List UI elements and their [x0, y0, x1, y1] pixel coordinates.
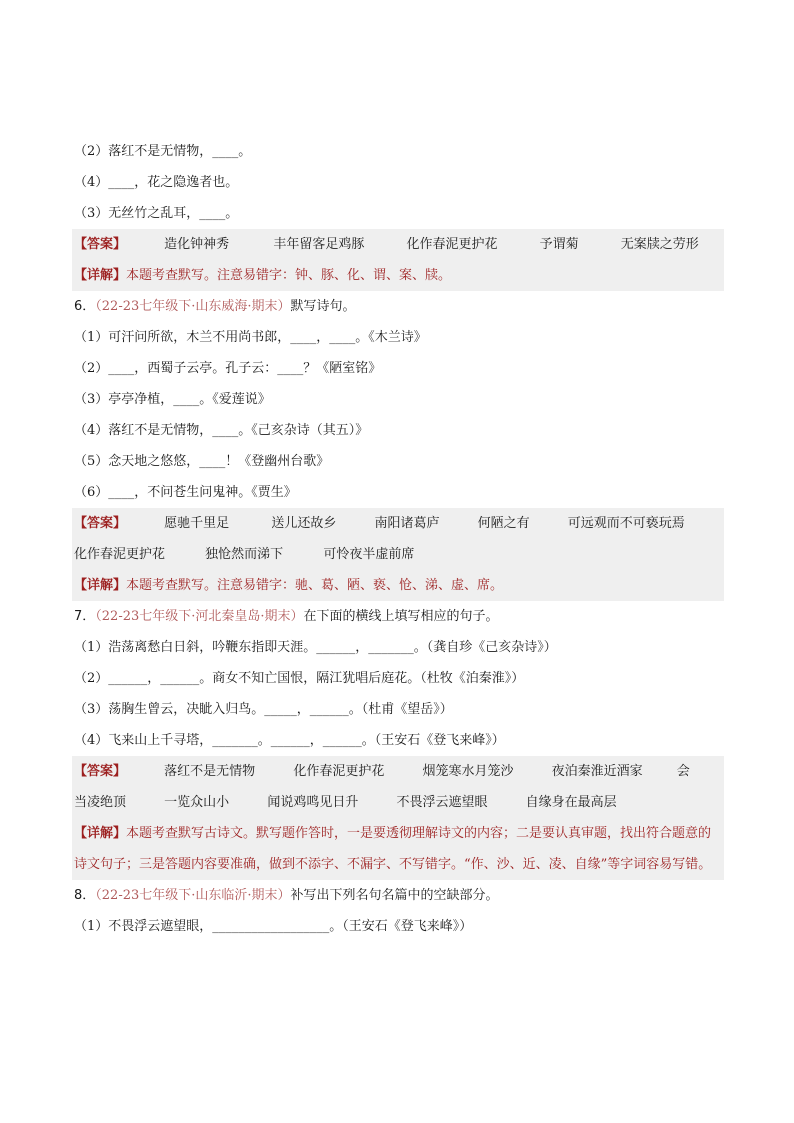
detail-text: 本题考查默写。注意易错字：钟、豚、化、谓、案、牍。: [126, 268, 452, 283]
q8-item: （1）不畏浮云遮望眼，__________________。（王安石《登飞来峰》）: [74, 919, 473, 934]
q6-item: （5）念天地之悠悠，____！《登幽州台歌》: [74, 454, 330, 469]
question-source: （22-23七年级下·河北秦皇岛·期末）: [95, 609, 304, 624]
answer-item: 夜泊秦淮近酒家: [551, 764, 643, 779]
answer-item: 造化钟神秀: [164, 237, 230, 252]
answer-item: 可远观而不可亵玩焉: [567, 516, 685, 531]
q6-answer-row: [72, 508, 724, 539]
q7-answer-row-2: [72, 787, 724, 818]
question-number: 6．: [74, 299, 96, 314]
q5-item-3: （3）无丝竹之乱耳，____。: [74, 206, 239, 221]
q6-answer-row-2: [72, 539, 724, 570]
question-title: 在下面的横线上填写相应的句子。: [303, 609, 499, 624]
q6-item: （1）可汗问所欲，木兰不用尚书郎，____，____。《木兰诗》: [74, 330, 427, 345]
answer-item: 当凌绝顶: [74, 795, 127, 810]
answer-item: 南阳诸葛庐: [374, 516, 440, 531]
answer-item: 不畏浮云遮望眼: [396, 795, 488, 810]
q7-item: （4）飞来山上千寻塔，_______。______，______。（王安石《登飞来峰》）: [74, 733, 505, 748]
answer-item: 化作春泥更护花: [406, 237, 498, 252]
detail-tag: 【详解】: [74, 268, 127, 283]
answer-tag: 【答案】: [74, 764, 127, 779]
detail-tag: 【详解】: [74, 826, 127, 841]
answer-item: 烟笼寒水月笼沙: [422, 764, 514, 779]
detail-tag: 【详解】: [74, 578, 127, 593]
q7-item: （3）荡胸生曾云，决眦入归鸟。_____，______。（杜甫《望岳》）: [74, 702, 453, 717]
q5-item-2: （2）落红不是无情物，____。: [74, 144, 252, 159]
q8-heading: [72, 880, 724, 911]
q7-answer-row: [72, 756, 724, 787]
answer-item: 愿驰千里足: [164, 516, 230, 531]
question-source: （22-23七年级下·山东临沂·期末）: [95, 888, 291, 903]
answer-item: 自缘身在最高层: [525, 795, 617, 810]
question-number: 7．: [74, 609, 96, 624]
answer-item: 送儿还故乡: [271, 516, 337, 531]
answer-item: 化作春泥更护花: [293, 764, 385, 779]
detail-text: 本题考查默写古诗文。默写题作答时，一是要透彻理解诗文的内容；二是要认真审题，找出符合题意的诗文句子；三是答题内容要准确，做到不添字、不漏字、不写错字。“作、沙、近、凌、自缘”等字词容易写错。: [74, 826, 712, 872]
q6-item: （4）落红不是无情物，____。《己亥杂诗（其五）》: [74, 423, 369, 438]
answer-tag: 【答案】: [74, 237, 127, 252]
q7-item: （1）浩荡离愁白日斜，吟鞭东指即天涯。______，_______。（龚自珍《己亥杂诗》）: [74, 640, 557, 655]
answer-item: 无案牍之劳形: [620, 237, 699, 252]
q5-item-4: （4）____，花之隐逸者也。: [74, 175, 239, 190]
answer-item: 何陋之有: [477, 516, 530, 531]
q5-detail-row: [72, 260, 724, 291]
answer-item: 独怆然而涕下: [205, 547, 284, 562]
q7-item: （2）______，______。商女不知亡国恨，隔江犹唱后庭花。（杜牧《泊秦淮》）: [74, 671, 525, 686]
answer-item: 予谓菊: [539, 237, 579, 252]
answer-item: 丰年留客足鸡豚: [273, 237, 365, 252]
q6-item: （2）____，西蜀子云亭。孔子云：____？《陋室铭》: [74, 361, 382, 376]
question-source: （22-23七年级下·山东威海·期末）: [95, 299, 291, 314]
question-number: 8．: [74, 888, 96, 903]
question-title: 默写诗句。: [290, 299, 356, 314]
question-title: 补写出下列名句名篇中的空缺部分。: [290, 888, 499, 903]
answer-item: 会: [676, 764, 690, 779]
answer-tag: 【答案】: [74, 516, 127, 531]
answer-item: 落红不是无情物: [164, 764, 256, 779]
q6-item: （6）____，不问苍生问鬼神。《贾生》: [74, 485, 297, 500]
q7-detail-row: [72, 818, 724, 880]
detail-text: 本题考查默写。注意易错字：驰、葛、陋、亵、怆、涕、虚、席。: [126, 578, 504, 593]
q6-heading: [72, 291, 724, 322]
answer-item: 可怜夜半虚前席: [323, 547, 415, 562]
q7-heading: [72, 601, 724, 632]
document-page: [72, 136, 724, 942]
answer-item: 闻说鸡鸣见日升: [267, 795, 359, 810]
q5-answer-row: [72, 229, 724, 260]
q6-item: （3）亭亭净植，____。《爱莲说》: [74, 392, 271, 407]
q6-detail-row: [72, 570, 724, 601]
answer-item: 化作春泥更护花: [74, 547, 166, 562]
answer-item: 一览众山小: [164, 795, 230, 810]
